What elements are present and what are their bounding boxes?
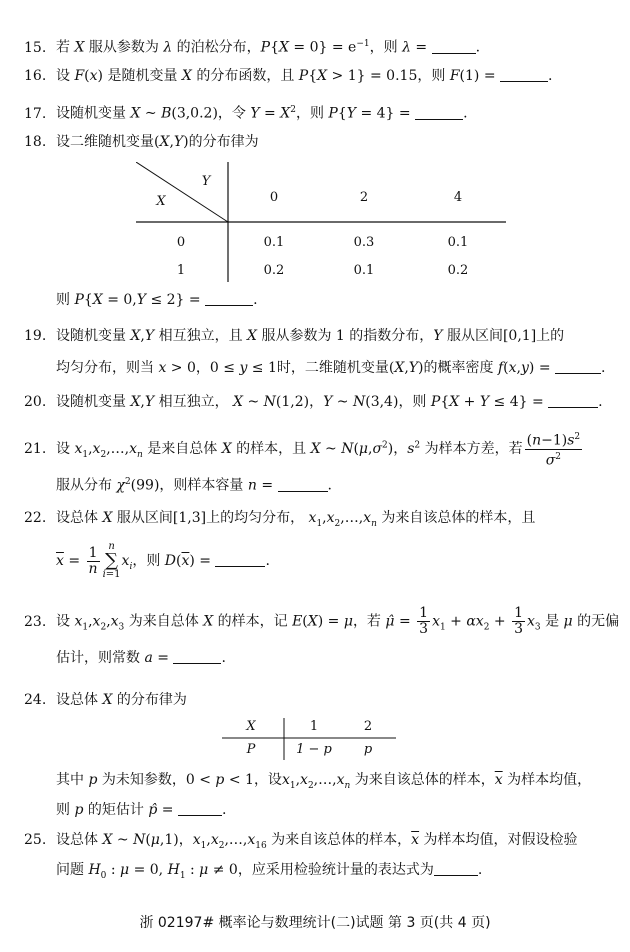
question-number: 19. [24, 328, 47, 344]
col-label: 0 [269, 190, 279, 205]
question-number: 15. [24, 39, 47, 56]
question-16: 16. 设 F(x) 是随机变量 X 的分布函数，且 P{X > 1} = 0.15，则 F(1) = . [24, 68, 553, 84]
question-25: 25. 设总体 X ~ N(μ,1)，$x_1,x_2,\dots,x_{16}$ 为来自该总体的样本，$\overline{x}$ 为样本均值，对假设检验 [24, 832, 578, 851]
distribution-table-x [222, 716, 396, 762]
question-number: 23. [24, 613, 47, 630]
sum-symbol: n ∑ i=1 [102, 541, 121, 580]
table-cell: 0.1 [263, 235, 285, 250]
col-label: 4 [453, 190, 463, 205]
question-21-cont: 服从分布 $\chi^2(99)$，则样本容量 n = . [56, 477, 332, 494]
question-24-ask: 则 p 的矩估计 p̂ = . [56, 802, 227, 818]
question-23-cont: 估计，则常数 a = . [56, 650, 226, 666]
question-15: 15. 若 X 服从参数为 λ 的泊松分布，$P\{X = 0\} = e^{-1}$，则 λ = . [24, 39, 481, 56]
question-17: 17. 设随机变量 X ~ B(3,0.2)，令 $Y = X^2$，则 P{Y = 4} = . [24, 105, 468, 122]
answer-blank[interactable] [555, 359, 601, 374]
question-21: 21. 设 $x_1,x_2,\dots,x_n$ 是来自总体 X 的样本，且 X ~ $N(\mu,\sigma^2)$，$s^2$ 为样本方差，若 $\frac{(n-1)s^2}{\sigma^2}$ [24, 432, 581, 469]
question-24: 24. 设总体 X 的分布律为 [24, 692, 187, 708]
col-header-y: Y [201, 174, 211, 189]
answer-blank[interactable] [205, 291, 253, 306]
table-cell: p [363, 742, 373, 757]
question-number: 18. [24, 134, 47, 150]
question-18: 18. 设二维随机变量(X,Y)的分布律为 [24, 134, 259, 150]
question-number: 17. [24, 105, 47, 122]
page-footer: 浙 02197# 概率论与数理统计(二)试题 第 3 页(共 4 页) [139, 915, 491, 931]
table-cell: 0.1 [447, 235, 469, 250]
answer-blank[interactable] [548, 393, 598, 408]
distribution-table-xy [136, 162, 506, 282]
fraction: $\frac{1}{3}$ [514, 605, 523, 637]
fraction: $\frac{(n-1)s^2}{\sigma^2}$ [526, 432, 581, 469]
col-label: 2 [359, 190, 369, 205]
question-24-cont: 其中 p 为未知参数，0 < p < 1，设$x_1,x_2,\dots,x_n$ 为来自该总体的样本，$\overline{x}$ 为样本均值， [56, 772, 592, 791]
question-number: 16. [24, 68, 47, 84]
question-number: 20. [24, 394, 47, 410]
question-22-cont: $\overline{x}$ = $\frac{1}{n}$ n ∑ $i=1x_i$，则 $D(\overline{x})$ = . [56, 541, 270, 580]
table-cell: 1 − p [296, 742, 332, 757]
fraction: $\frac{1}{n}$ [88, 544, 98, 577]
table-cell: 0.3 [353, 235, 375, 250]
answer-blank[interactable] [278, 477, 328, 492]
table-cell: 0.2 [263, 263, 285, 278]
table-cell: P [246, 742, 256, 757]
table-cell: 0.2 [447, 263, 469, 278]
answer-blank[interactable] [500, 67, 548, 82]
question-23: 23. 设 $x_1,x_2,x_3$ 为来自总体 X 的样本，记 E(X) = μ，若 μ̂ = $\frac{1}{3}$ $x_1 + \alpha x_2$ + $\frac{1}{3}$ $x_3$ 是 μ 的无偏 [24, 605, 620, 637]
question-number: 22. [24, 510, 47, 526]
question-25-cont: 问题 $H_0$ : μ = 0, $H_1$ : μ ≠ 0，应采用检验统计量的表达式为 . [56, 862, 483, 881]
question-20: 20. 设随机变量 X,Y 相互独立， X ~ N(1,2)，Y ~ N(3,4)，则 P{X + Y ≤ 4} = . [24, 394, 603, 410]
answer-blank[interactable] [215, 552, 265, 567]
table-header: 1 [309, 719, 319, 734]
answer-blank[interactable] [432, 39, 476, 54]
table-header: X [246, 719, 256, 734]
question-19: 19. 设随机变量 X,Y 相互独立，且 X 服从参数为 1 的指数分布，Y 服从区间[0,1]上的 [24, 328, 565, 344]
question-18-ask: 则 P{X = 0,Y ≤ 2} = . [56, 292, 258, 308]
table-cell: 0.1 [353, 263, 375, 278]
question-number: 21. [24, 441, 47, 458]
answer-blank[interactable] [434, 861, 478, 876]
question-number: 25. [24, 832, 47, 848]
row-header-x: X [156, 194, 166, 209]
question-19-cont: 均匀分布，则当 x > 0，0 ≤ y ≤ 1时，二维随机变量(X,Y)的概率密度 f(x,y) = . [56, 360, 606, 376]
table-header: 2 [363, 719, 373, 734]
answer-blank[interactable] [173, 649, 221, 664]
answer-blank[interactable] [415, 105, 463, 120]
question-number: 24. [24, 692, 47, 708]
answer-blank[interactable] [178, 801, 222, 816]
row-label: 0 [176, 235, 186, 250]
row-label: 1 [176, 263, 186, 278]
question-22: 22. 设总体 X 服从区间[1,3]上的均匀分布， $x_1,x_2,\dots,x_n$ 为来自该总体的样本，且 [24, 510, 536, 529]
fraction: $\frac{1}{3}$ [419, 605, 429, 637]
